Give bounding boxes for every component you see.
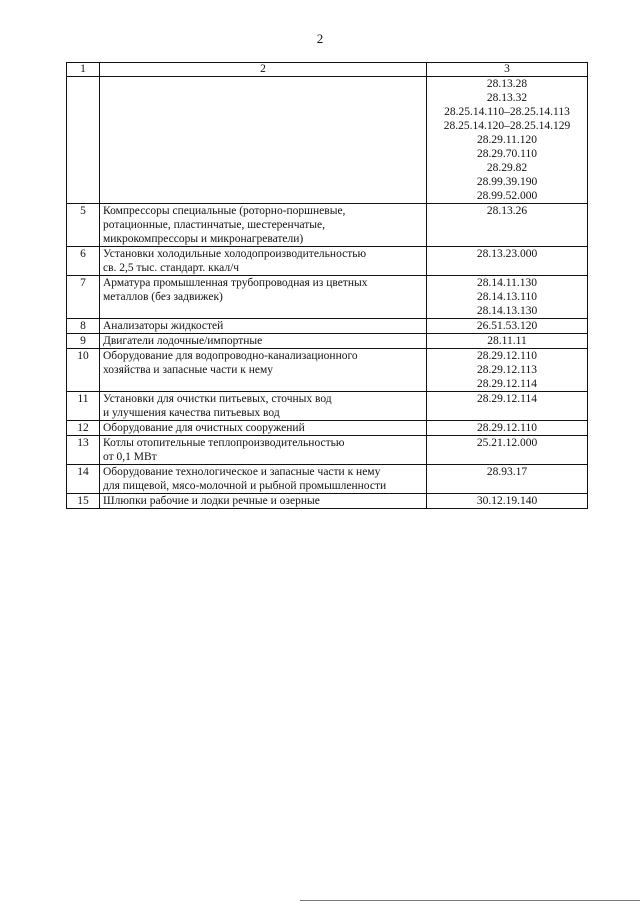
table-row <box>67 465 588 494</box>
item-code: 28.14.11.130 <box>477 277 537 289</box>
row-number: 13 <box>67 436 100 465</box>
item-name-line: Котлы отопительные теплопроизводительностью <box>103 437 345 449</box>
item-code: 28.13.23.000 <box>476 248 538 260</box>
table-row <box>67 494 588 509</box>
item-name-line: металлов (без задвижек) <box>103 291 223 303</box>
item-codes <box>427 465 588 494</box>
item-code: 28.99.39.190 <box>476 176 538 188</box>
item-name-line: Компрессоры специальные (роторно-поршневые, <box>103 205 346 217</box>
item-name-line: ротационные, пластинчатые, шестеренчатые, <box>103 219 326 231</box>
item-code: 28.11.11 <box>487 335 527 347</box>
bottom-rule <box>300 900 640 901</box>
item-code: 28.25.14.120–28.25.14.129 <box>443 120 571 132</box>
item-name-line: Оборудование для очистных сооружений <box>103 422 305 434</box>
table-row <box>67 319 588 334</box>
page-number: 2 <box>316 31 324 46</box>
item-name-line: микрокомпрессоры и микронагреватели) <box>103 233 304 245</box>
item-code: 28.13.26 <box>486 205 528 217</box>
row-number: 7 <box>67 276 100 319</box>
item-codes <box>427 204 588 247</box>
table-row <box>67 349 588 392</box>
item-codes <box>427 77 588 204</box>
item-code: 28.29.12.113 <box>477 364 537 376</box>
row-number: 15 <box>67 494 100 509</box>
row-number <box>67 77 100 204</box>
item-name-line: Оборудование для водопроводно-канализационного <box>103 350 358 362</box>
item-name <box>100 77 427 204</box>
item-name <box>100 276 427 319</box>
table-row <box>67 436 588 465</box>
item-code: 28.93.17 <box>486 466 528 478</box>
item-codes <box>427 319 588 334</box>
table-row <box>67 334 588 349</box>
row-number: 5 <box>67 204 100 247</box>
item-name <box>100 392 427 421</box>
item-code: 28.29.12.114 <box>477 378 537 390</box>
item-name-line: от 0,1 МВт <box>103 451 157 463</box>
item-name <box>100 436 427 465</box>
item-name-line: Установки для очистки питьевых, сточных вод <box>103 393 332 405</box>
item-code: 28.14.13.110 <box>477 291 537 303</box>
item-code: 30.12.19.140 <box>476 495 538 507</box>
table-row <box>67 247 588 276</box>
header-col-1: 1 <box>67 63 100 77</box>
item-name-line: Оборудование технологическое и запасные части к нему <box>103 466 381 478</box>
table-header-row <box>67 63 588 77</box>
row-number: 12 <box>67 421 100 436</box>
item-codes <box>427 334 588 349</box>
item-name-line: Двигатели лодочные/импортные <box>103 335 263 347</box>
item-code: 28.13.32 <box>486 92 528 104</box>
item-name <box>100 349 427 392</box>
item-code: 28.14.13.130 <box>476 305 538 317</box>
item-name-line: и улучшения качества питьевых вод <box>103 407 280 419</box>
item-name-line: для пищевой, мясо-молочной и рыбной промышленности <box>103 480 387 492</box>
table-row <box>67 421 588 436</box>
row-number: 10 <box>67 349 100 392</box>
row-number: 14 <box>67 465 100 494</box>
item-name-line: Арматура промышленная трубопроводная из цветных <box>103 277 368 289</box>
item-code: 28.29.12.110 <box>477 422 537 434</box>
codes-table <box>66 62 588 509</box>
item-code: 28.25.14.110–28.25.14.113 <box>444 106 570 118</box>
item-name <box>100 334 427 349</box>
table-row <box>67 204 588 247</box>
table-row <box>67 392 588 421</box>
item-name <box>100 421 427 436</box>
item-codes <box>427 421 588 436</box>
row-number: 11 <box>67 392 100 421</box>
item-codes <box>427 436 588 465</box>
row-number: 6 <box>67 247 100 276</box>
table-row <box>67 77 588 204</box>
row-number: 8 <box>67 319 100 334</box>
item-name-line: хозяйства и запасные части к нему <box>103 364 273 376</box>
item-codes <box>427 349 588 392</box>
item-codes <box>427 494 588 509</box>
item-name-line: Анализаторы жидкостей <box>103 320 224 332</box>
header-col-2: 2 <box>100 63 427 77</box>
item-name <box>100 319 427 334</box>
item-code: 26.51.53.120 <box>476 320 538 332</box>
item-name-line: св. 2,5 тыс. стандарт. ккал/ч <box>103 262 240 274</box>
item-codes <box>427 247 588 276</box>
row-number: 9 <box>67 334 100 349</box>
item-code: 28.29.12.114 <box>477 393 537 405</box>
item-codes <box>427 276 588 319</box>
item-code: 28.99.52.000 <box>476 190 538 202</box>
item-code: 25.21.12.000 <box>476 437 538 449</box>
item-name <box>100 247 427 276</box>
item-code: 28.13.28 <box>486 78 528 90</box>
item-name-line: Установки холодильные холодопроизводительностью <box>103 248 367 260</box>
item-code: 28.29.11.120 <box>477 134 537 146</box>
table-row <box>67 276 588 319</box>
item-name <box>100 494 427 509</box>
item-code: 28.29.12.110 <box>477 350 537 362</box>
item-name <box>100 465 427 494</box>
item-code: 28.29.82 <box>486 162 528 174</box>
item-code: 28.29.70.110 <box>477 148 537 160</box>
item-name-line: Шлюпки рабочие и лодки речные и озерные <box>103 495 320 507</box>
item-codes <box>427 392 588 421</box>
header-col-3: 3 <box>427 63 588 77</box>
item-name <box>100 204 427 247</box>
